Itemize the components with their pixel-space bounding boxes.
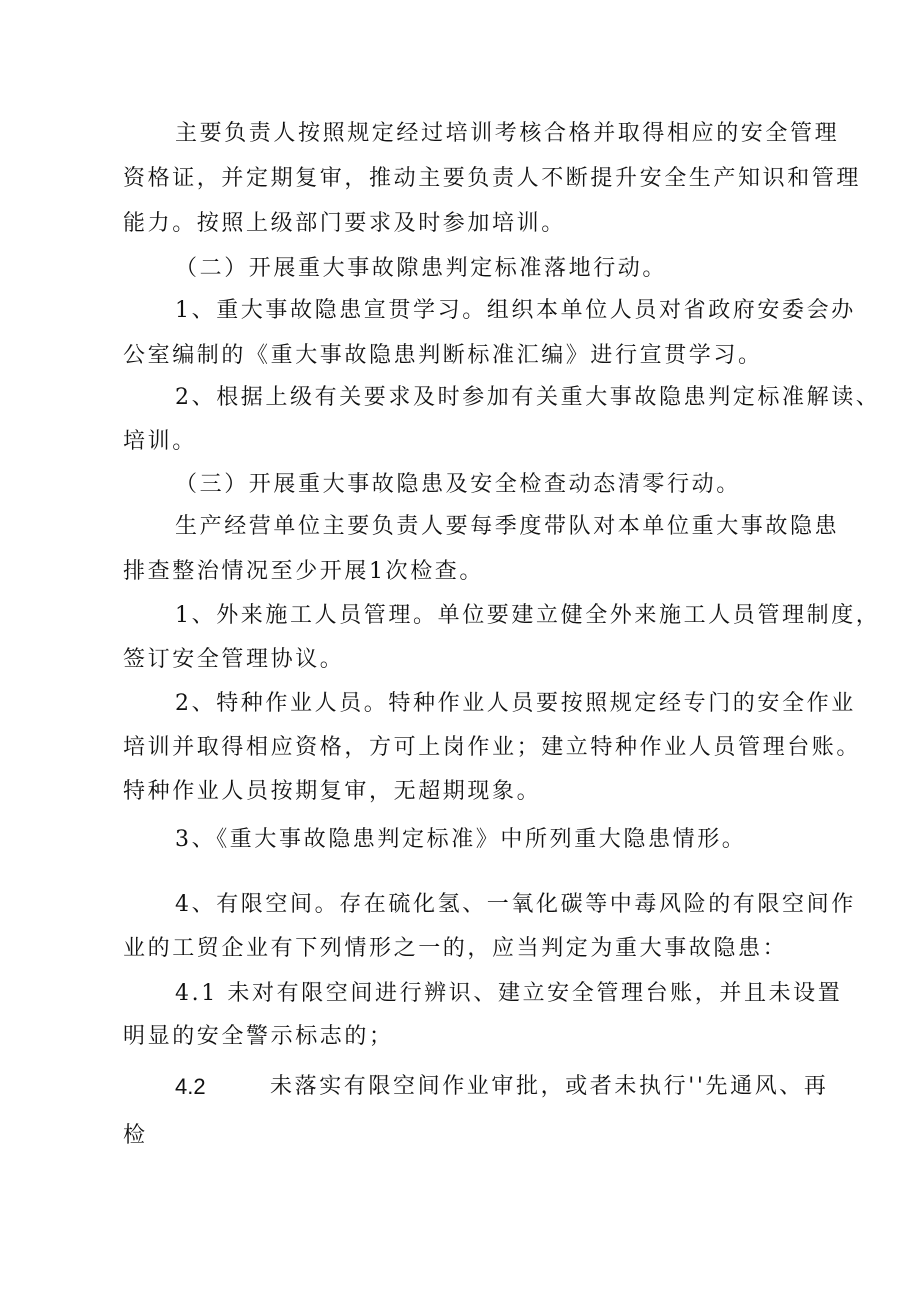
paragraph-line: 4、有限空间。存在硫化氢、一氧化碳等中毒风险的有限空间作 (175, 892, 856, 917)
paragraph-line: 特种作业人员按期复审，无超期现象。 (123, 779, 542, 804)
paragraph-line: 主要负责人按照规定经过培训考核合格并取得相应的安全管理 (175, 121, 840, 146)
paragraph-line: 2、特种作业人员。特种作业人员要按照规定经专门的安全作业 (175, 691, 856, 716)
paragraph-line: 公室编制的《重大事故隐患判断标准汇编》进行宣贯学习。 (123, 343, 763, 368)
paragraph-line: 排查整治情况至少开展1次检查。 (123, 559, 484, 584)
paragraph-line: 未落实有限空间作业审批，或者未执行''先通风、再 (270, 1074, 829, 1099)
paragraph-line: 业的工贸企业有下列情形之一的，应当判定为重大事故隐患： (123, 936, 788, 961)
section-heading-3: （三）开展重大事故隐患及安全检查动态清零行动。 (175, 472, 741, 497)
paragraph-line: 培训。 (123, 429, 197, 454)
paragraph-line: 1、重大事故隐患宣贯学习。组织本单位人员对省政府安委会办 (175, 298, 856, 323)
paragraph-line: 2、根据上级有关要求及时参加有关重大事故隐患判定标准解读、 (175, 385, 881, 410)
paragraph-line: 1、外来施工人员管理。单位要建立健全外来施工人员管理制度， (175, 603, 881, 628)
paragraph-line: 培训并取得相应资格，方可上岗作业；建立特种作业人员管理台账。 (123, 735, 862, 760)
paragraph-line: 生产经营单位主要负责人要每季度带队对本单位重大事故隐患 (175, 514, 840, 539)
paragraph-line: 检 (123, 1123, 148, 1148)
paragraph-line: 签订安全管理协议。 (123, 647, 345, 672)
paragraph-line: 能力。按照上级部门要求及时参加培训。 (123, 211, 566, 236)
paragraph-line: 3、《重大事故隐患判定标准》中所列重大隐患情形。 (175, 827, 747, 852)
section-heading-2: （二）开展重大事故隙患判定标准落地行动。 (175, 256, 668, 281)
item-number-4-2: 4.2 (175, 1074, 206, 1099)
paragraph-line: 明显的安全警示标志的； (123, 1024, 394, 1049)
paragraph-line: 资格证，并定期复审，推动主要负责人不断提升安全生产知识和管理 (123, 166, 862, 191)
paragraph-line: 4.1 未对有限空间进行辨识、建立安全管理台账，并且未设置 (175, 981, 843, 1006)
